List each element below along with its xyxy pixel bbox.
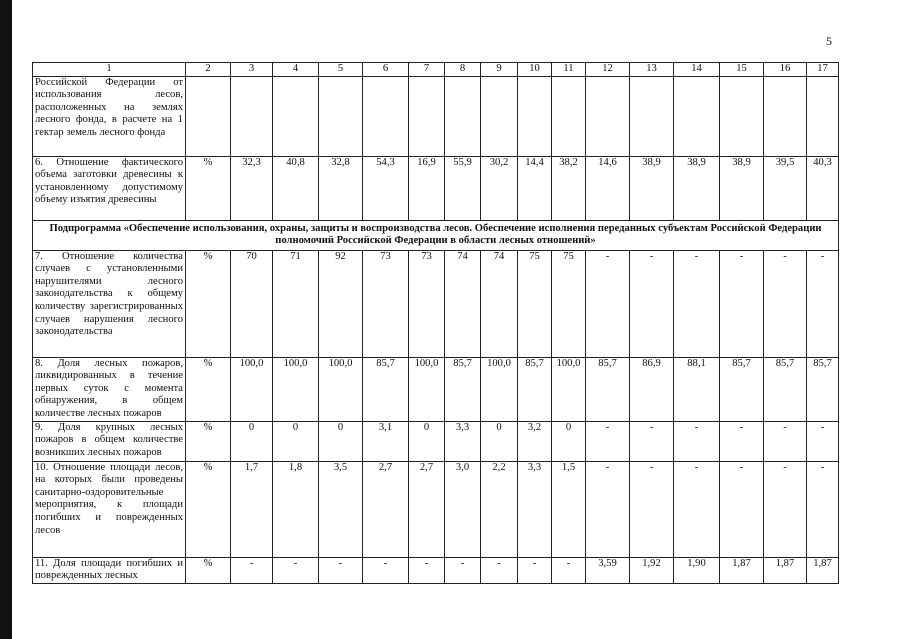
indicator-value: - (630, 421, 674, 461)
column-number-cell: 17 (807, 63, 839, 77)
indicator-name: 6. Отношение фактического объема заготовки древесины к установленному допустимому объему изъятия древесины (33, 156, 186, 220)
indicator-value: - (586, 250, 630, 357)
indicator-value: - (764, 250, 807, 357)
indicator-name: 8. Доля лесных пожаров, ликвидированных в течение первых суток с момента обнаружения, в общем количестве лесных пожаров (33, 357, 186, 421)
indicator-value: - (720, 421, 764, 461)
indicator-value: 16,9 (409, 156, 445, 220)
indicator-value: 38,9 (630, 156, 674, 220)
indicator-name: 9. Доля крупных лесных пожаров в общем количестве возникших лесных пожаров (33, 421, 186, 461)
indicator-value: 74 (481, 250, 518, 357)
indicator-value: 32,3 (231, 156, 273, 220)
indicator-value: 3,3 (445, 421, 481, 461)
indicator-value: 40,8 (273, 156, 319, 220)
indicator-value: 1,92 (630, 557, 674, 583)
indicator-value: 86,9 (630, 357, 674, 421)
column-number-cell: 4 (273, 63, 319, 77)
subprogram-heading-row (33, 220, 839, 250)
indicator-value: - (363, 557, 409, 583)
indicator-value: 0 (273, 421, 319, 461)
indicator-value: 38,2 (552, 156, 586, 220)
indicator-value: 2,7 (409, 461, 445, 557)
indicator-value: 92 (319, 250, 363, 357)
indicator-value (720, 76, 764, 156)
column-number-cell: 5 (319, 63, 363, 77)
indicator-value: 85,7 (445, 357, 481, 421)
column-number-cell: 15 (720, 63, 764, 77)
indicator-value: 3,59 (586, 557, 630, 583)
indicator-value: - (674, 461, 720, 557)
column-number-cell: 13 (630, 63, 674, 77)
indicators-table (32, 62, 839, 584)
indicator-row (33, 250, 839, 357)
indicator-value: 14,6 (586, 156, 630, 220)
indicator-value (807, 76, 839, 156)
page-number: 5 (826, 34, 832, 48)
indicator-value: 1,87 (807, 557, 839, 583)
indicator-value: 1,5 (552, 461, 586, 557)
indicator-value: 71 (273, 250, 319, 357)
indicator-value (409, 76, 445, 156)
indicator-value: - (674, 250, 720, 357)
indicator-value: - (552, 557, 586, 583)
indicator-value: 1,87 (720, 557, 764, 583)
indicator-value: - (231, 557, 273, 583)
indicator-value: 85,7 (363, 357, 409, 421)
indicator-value: 73 (409, 250, 445, 357)
indicator-value: 0 (319, 421, 363, 461)
indicator-value: 38,9 (720, 156, 764, 220)
column-number-cell: 6 (363, 63, 409, 77)
indicator-value: 2,7 (363, 461, 409, 557)
indicator-value: 55,9 (445, 156, 481, 220)
scan-edge-bar (0, 0, 12, 639)
indicator-value: 100,0 (409, 357, 445, 421)
indicator-value: 85,7 (720, 357, 764, 421)
indicator-value: 32,8 (319, 156, 363, 220)
indicator-value: 2,2 (481, 461, 518, 557)
indicator-value: - (807, 250, 839, 357)
indicator-row (33, 357, 839, 421)
indicator-value: - (586, 461, 630, 557)
indicator-unit (186, 76, 231, 156)
indicator-value: 0 (409, 421, 445, 461)
indicator-row (33, 76, 839, 156)
column-number-cell: 12 (586, 63, 630, 77)
indicator-value: 100,0 (481, 357, 518, 421)
indicator-value: 39,5 (764, 156, 807, 220)
indicator-value: 3,0 (445, 461, 481, 557)
indicator-value: - (586, 421, 630, 461)
indicator-value: 3,2 (518, 421, 552, 461)
indicator-value: 100,0 (552, 357, 586, 421)
indicator-value: 75 (552, 250, 586, 357)
indicator-value: 0 (231, 421, 273, 461)
indicator-row (33, 421, 839, 461)
indicator-value: - (674, 421, 720, 461)
indicator-value: - (807, 461, 839, 557)
indicator-value (481, 76, 518, 156)
indicator-value: 70 (231, 250, 273, 357)
column-number-cell: 16 (764, 63, 807, 77)
indicator-row (33, 461, 839, 557)
indicator-value: - (481, 557, 518, 583)
indicator-value: 74 (445, 250, 481, 357)
indicator-value (518, 76, 552, 156)
indicator-unit: % (186, 421, 231, 461)
column-number-cell: 2 (186, 63, 231, 77)
indicator-unit: % (186, 357, 231, 421)
indicator-value: - (630, 250, 674, 357)
indicator-name: 11. Доля площади погибших и поврежденных лесных (33, 557, 186, 583)
indicator-value: - (319, 557, 363, 583)
indicator-value: 54,3 (363, 156, 409, 220)
column-number-cell: 3 (231, 63, 273, 77)
column-number-cell: 14 (674, 63, 720, 77)
column-number-cell: 8 (445, 63, 481, 77)
indicator-value: - (720, 250, 764, 357)
indicator-unit: % (186, 461, 231, 557)
indicator-value (319, 76, 363, 156)
indicator-value: - (518, 557, 552, 583)
indicator-value: 1,8 (273, 461, 319, 557)
indicator-value (273, 76, 319, 156)
indicator-row (33, 156, 839, 220)
indicator-value: - (764, 461, 807, 557)
indicator-value: 85,7 (586, 357, 630, 421)
column-number-cell: 9 (481, 63, 518, 77)
indicator-value (674, 76, 720, 156)
indicator-name: 10. Отношение площади лесов, на которых были проведены санитарно-оздоровительные мероприятия, к площади погибших и поврежденных лесов (33, 461, 186, 557)
indicator-value (231, 76, 273, 156)
indicator-value: 85,7 (764, 357, 807, 421)
indicator-value (764, 76, 807, 156)
indicator-value: 100,0 (319, 357, 363, 421)
indicator-unit: % (186, 557, 231, 583)
indicator-value: 1,7 (231, 461, 273, 557)
indicator-value: - (807, 421, 839, 461)
indicator-value: 0 (481, 421, 518, 461)
indicator-value: - (273, 557, 319, 583)
indicator-value: - (764, 421, 807, 461)
column-number-cell: 11 (552, 63, 586, 77)
indicator-value: 30,2 (481, 156, 518, 220)
indicator-value: 85,7 (518, 357, 552, 421)
indicator-value: 0 (552, 421, 586, 461)
indicator-value (586, 76, 630, 156)
indicator-value: 40,3 (807, 156, 839, 220)
indicator-value: 38,9 (674, 156, 720, 220)
indicator-value: 85,7 (807, 357, 839, 421)
column-number-cell: 10 (518, 63, 552, 77)
indicator-value (363, 76, 409, 156)
indicator-value: 100,0 (231, 357, 273, 421)
indicator-value: - (720, 461, 764, 557)
indicator-value: 1,90 (674, 557, 720, 583)
indicator-value (445, 76, 481, 156)
indicator-row (33, 557, 839, 583)
indicator-value: 88,1 (674, 357, 720, 421)
indicator-value: 14,4 (518, 156, 552, 220)
indicator-value (552, 76, 586, 156)
indicator-unit: % (186, 156, 231, 220)
indicator-name: Российской Федерации от использования лесов, расположенных на землях лесного фонда, в расчете на 1 гектар земель лесного фонда (33, 76, 186, 156)
indicator-value: 1,87 (764, 557, 807, 583)
indicator-value: 3,3 (518, 461, 552, 557)
column-number-cell: 7 (409, 63, 445, 77)
column-number-row (33, 63, 839, 77)
indicator-value: 75 (518, 250, 552, 357)
indicator-value: - (409, 557, 445, 583)
indicator-value: - (445, 557, 481, 583)
indicator-value: 3,5 (319, 461, 363, 557)
indicator-unit: % (186, 250, 231, 357)
indicator-value: 3,1 (363, 421, 409, 461)
column-number-cell: 1 (33, 63, 186, 77)
indicator-value: 100,0 (273, 357, 319, 421)
subprogram-heading: Подпрограмма «Обеспечение использования, охраны, защиты и воспроизводства лесов. Обеспечение исполнения переданных субъектам Российской Федерации полномочий Российской Федерации в области лесных отношений» (33, 220, 839, 250)
indicator-value: 73 (363, 250, 409, 357)
indicator-name: 7. Отношение количества случаев с установленными нарушителями лесного законодательства к общему количеству зарегистрированных случаев нарушения лесного законодательства (33, 250, 186, 357)
indicator-value (630, 76, 674, 156)
indicator-value: - (630, 461, 674, 557)
